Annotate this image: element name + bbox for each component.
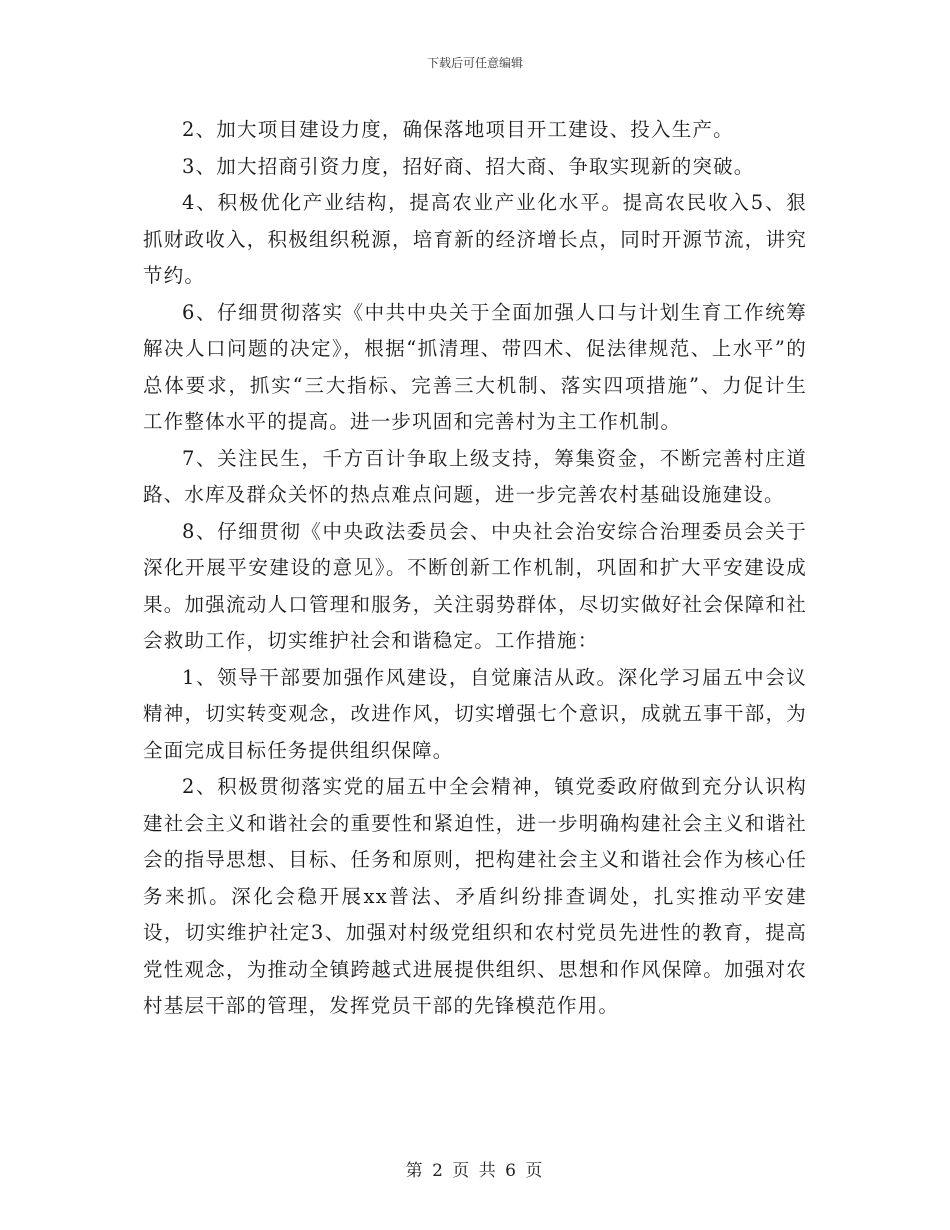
paragraph-7: 7、关注民生，千方百计争取上级支持，筹集资金，不断完善村庄道路、水库及群众关怀的热点难点问题，进一步完善农村基础设施建设。	[143, 446, 807, 506]
document-body	[143, 112, 807, 1025]
page-number: 第 2 页 共 6 页	[405, 1161, 545, 1181]
paragraph-4-5: 4、积极优化产业结构，提高农业产业化水平。提高农民收入5、狠抓财政收入，积极组织税源，培育新的经济增长点，同时开源节流，讲究节约。	[143, 191, 807, 287]
paragraph-6: 6、仔细贯彻落实《中共中央关于全面加强人口与计划生育工作统筹解决人口问题的决定》，根据“抓清理、带四术、促法律规范、上水平”的总体要求，抓实“三大指标、完善三大机制、落实四项措施”、力促计生工作整体水平的提高。进一步巩固和完善村为主工作机制。	[143, 300, 807, 433]
measure-2: 2、积极贯彻落实党的届五中全会精神，镇党委政府做到充分认识构建社会主义和谐社会的重要性和紧迫性，进一步明确构建社会主义和谐社会的指导思想、目标、任务和原则，把构建社会主义和谐社会作为核心任务来抓。深化会稳开展xx普法、矛盾纠纷排查调处，扎实推动平安建设，切实维护社定3、加强对村级党组织和农村党员先进性的教育，提高党性观念，为推动全镇跨越式进展提供组织、思想和作风保障。加强对农村基层干部的管理，发挥党员干部的先锋模范作用。	[143, 775, 807, 1017]
paragraph-2: 2、加大项目建设力度，确保落地项目开工建设、投入生产。	[182, 118, 734, 141]
paragraph-8: 8、仔细贯彻《中央政法委员会、中央社会治安综合治理委员会关于深化开展平安建设的意见》。不断创新工作机制，巩固和扩大平安建设成果。加强流动人口管理和服务，关注弱势群体，尽切实做好社会保障和社会救助工作，切实维护社会和谐稳定。工作措施：	[143, 519, 807, 652]
header-note: 下载后可任意编辑	[426, 56, 523, 70]
measure-1: 1、领导干部要加强作风建设，自觉廉洁从政。深化学习届五中会议精神，切实转变观念，改进作风，切实增强七个意识，成就五事干部，为全面完成目标任务提供组织保障。	[143, 665, 807, 762]
paragraph-3: 3、加大招商引资力度，招好商、招大商、争取实现新的突破。	[182, 154, 755, 178]
